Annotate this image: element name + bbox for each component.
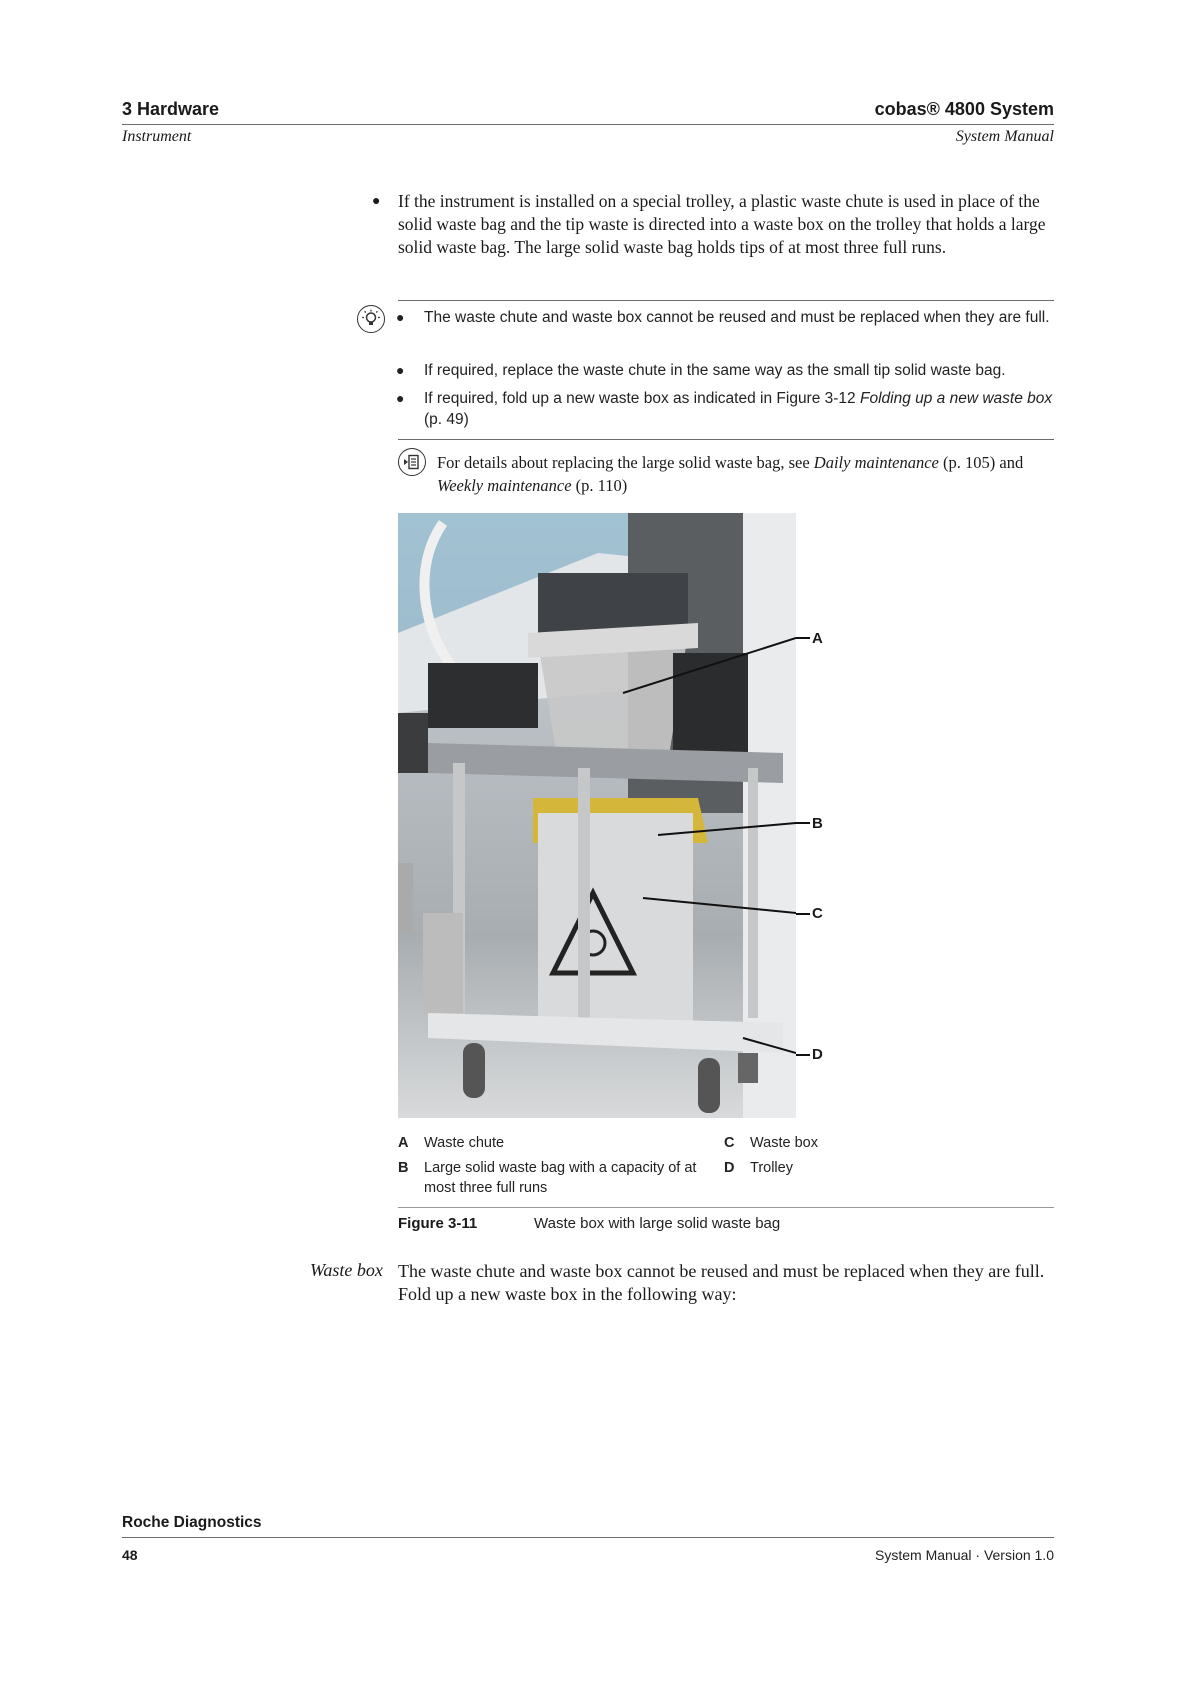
tip-bottom-rule (398, 439, 1054, 440)
legend-key-b: B (398, 1160, 409, 1176)
reference-mid: (p. 105) and (938, 453, 1024, 472)
figure-caption: Waste box with large solid waste bag (534, 1215, 781, 1232)
tip-bullet-text: The waste chute and waste box cannot be reused and must be replaced when they are full. (424, 309, 1050, 326)
figure-reference-link[interactable]: Folding up a new waste box (859, 390, 1053, 407)
bullet-dot: ● (396, 362, 405, 378)
page-number: 48 (122, 1547, 138, 1563)
callout-b: B (812, 815, 823, 832)
callout-d: D (812, 1046, 823, 1063)
callout-line-c-ext (796, 913, 810, 915)
legend-text-a: Waste chute (424, 1135, 505, 1151)
tip-bullet-2 (396, 360, 1054, 381)
figure-number: Figure 3-11 (398, 1215, 478, 1232)
bullet-dot: ● (396, 309, 405, 325)
figure-legend (398, 1133, 1058, 1203)
footer-company: Roche Diagnostics (122, 1514, 262, 1531)
reference-pre: For details about replacing the large solid waste bag, see (437, 453, 814, 472)
weekly-maintenance-link[interactable]: Weekly maintenance (437, 476, 572, 495)
legend-key-d: D (724, 1160, 735, 1176)
legend-text-d: Trolley (750, 1160, 793, 1176)
footer-rule (122, 1537, 1054, 1538)
tip-bullet-text-pre: If required, fold up a new waste box as indicated in Figure 3-12 (424, 390, 860, 407)
callout-c: C (812, 905, 823, 922)
figure-caption-rule (398, 1207, 1054, 1208)
tip-bullet-text-post: (p. 49) (424, 411, 469, 428)
margin-label-waste-box: Waste box (310, 1260, 383, 1280)
section-title: Instrument (122, 128, 192, 145)
reference-text (437, 451, 1057, 497)
tip-bullet-1 (396, 307, 1054, 328)
intro-bullet-text: If the instrument is installed on a special trolley, a plastic waste chute is used in place of the solid waste bag and the tip waste is directed into a waste box on the trolley that holds a large solid waste bag. The large solid waste bag holds tips of at most three full runs. (398, 191, 1046, 257)
legend-key-a: A (398, 1135, 409, 1151)
callout-line-a-ext (796, 637, 810, 639)
intro-bullet (372, 190, 1054, 259)
tip-bullet-text: If required, replace the waste chute in the same way as the small tip solid waste bag. (424, 362, 1006, 379)
daily-maintenance-link[interactable]: Daily maintenance (813, 453, 939, 472)
bullet-dot: ● (372, 194, 381, 209)
footer-version: System Manual · Version 1.0 (875, 1547, 1054, 1563)
document-reference-icon (398, 448, 426, 476)
callout-line-d-ext (796, 1054, 810, 1056)
callout-line-b-ext (796, 822, 810, 824)
reference-post: (p. 110) (571, 476, 628, 495)
waste-box-paragraph: The waste chute and waste box cannot be reused and must be replaced when they are full. Fold up a new waste box in the following way: (398, 1261, 1045, 1304)
legend-text-c: Waste box (750, 1135, 818, 1151)
legend-text-b: Large solid waste bag with a capacity of at most three full runs (424, 1160, 697, 1196)
tip-bullet-3 (396, 388, 1054, 430)
tip-top-rule (398, 300, 1054, 301)
lightbulb-icon (357, 305, 385, 333)
chapter-title: 3 Hardware (122, 99, 220, 119)
legend-key-c: C (724, 1135, 735, 1151)
bullet-dot: ● (396, 390, 405, 406)
trolley-illustration (398, 513, 796, 1118)
manual-title: System Manual (955, 128, 1054, 145)
header-rule (122, 124, 1054, 125)
product-title: cobas® 4800 System (874, 99, 1054, 119)
callout-a: A (812, 630, 823, 647)
